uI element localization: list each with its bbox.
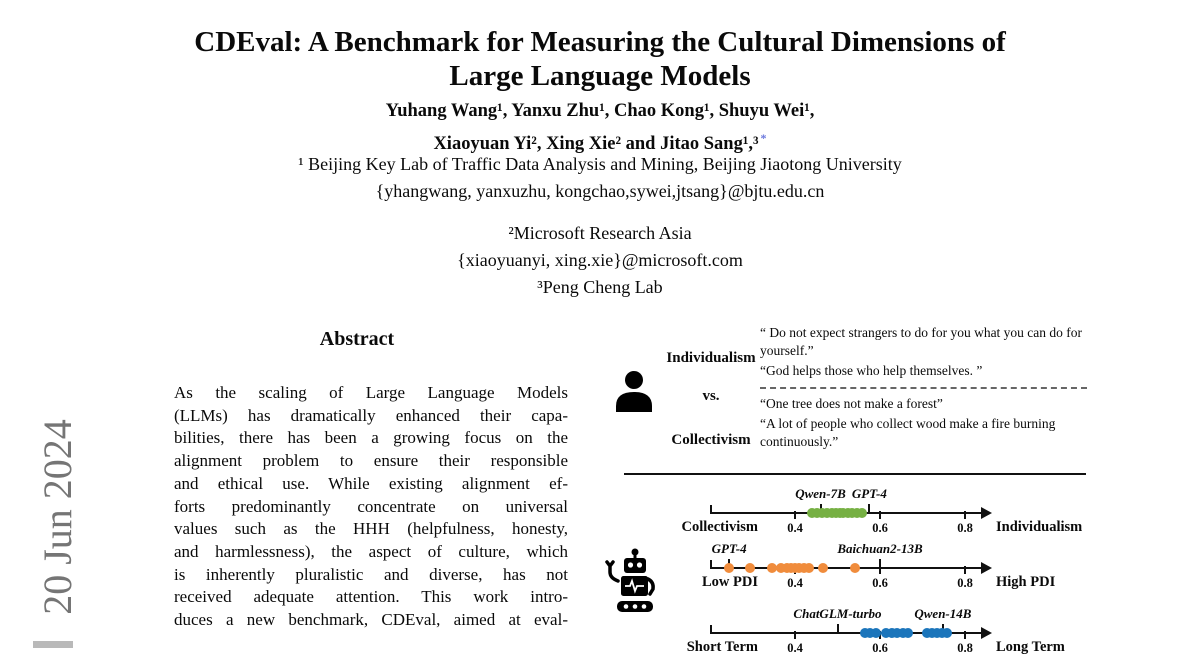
model-data-point — [822, 508, 832, 518]
model-data-point — [847, 508, 857, 518]
model-data-point — [942, 628, 952, 638]
arxiv-stamp-clipped-block — [33, 641, 73, 648]
model-data-point — [818, 563, 828, 573]
model-data-point — [932, 628, 942, 638]
axis-tick — [794, 631, 796, 639]
abstract-line: is inherently pluralistic and diverse, has not — [174, 564, 568, 584]
axis-tick — [879, 511, 881, 519]
model-data-point — [843, 508, 853, 518]
vs-label: vs. — [702, 388, 720, 404]
model-pointer-tick — [728, 559, 730, 568]
axis-start-tick — [710, 505, 712, 513]
model-name-label: Baichuan2-13B — [837, 541, 923, 556]
collectivism-quote-1: “One tree does not make a forest” — [760, 395, 943, 411]
model-data-point — [812, 508, 822, 518]
collectivism-quote-2: “A lot of people who collect wood make a fire burning continuously.” — [760, 416, 1056, 449]
paper-title — [0, 25, 1200, 93]
model-data-point — [799, 563, 809, 573]
model-data-point — [860, 628, 870, 638]
axis-tick-label: 0.6 — [872, 641, 888, 655]
axis-arrowhead-icon — [981, 562, 992, 574]
model-data-point — [865, 628, 875, 638]
abstract-line: values such as the HHH (helpfulness, honesty, — [174, 519, 568, 539]
corresponding-author-asterisk: * — [760, 131, 767, 145]
axis-tick-label: 0.8 — [957, 641, 973, 655]
dimension-label-individualism: Individualism — [666, 350, 756, 366]
abstract-line: and harmlessness), the aspect of culture, which — [174, 541, 568, 561]
model-data-point — [871, 628, 881, 638]
model-data-point — [831, 508, 841, 518]
email-group-2: {xiaoyuanyi, xing.xie}@microsoft.com — [457, 250, 743, 270]
scale-axis-line — [710, 632, 982, 634]
affiliation-2: ²Microsoft Research Asia — [508, 223, 692, 243]
model-data-point — [922, 628, 932, 638]
dimension-label-collectivism: Collectivism — [671, 432, 751, 448]
axis-start-tick — [710, 625, 712, 633]
abstract-heading: Abstract — [319, 328, 395, 350]
axis-tick-label: 0.6 — [872, 576, 888, 590]
scale-left-label: Short Term — [686, 639, 758, 655]
model-data-point — [782, 563, 792, 573]
model-name-label: ChatGLM-turbo — [793, 606, 882, 621]
model-data-point — [804, 563, 814, 573]
axis-tick-label: 0.4 — [787, 576, 803, 590]
axis-tick — [964, 631, 966, 639]
model-data-point — [850, 563, 860, 573]
abstract-line: forts predominantly concentrate on universal — [174, 496, 568, 516]
person-icon — [612, 370, 656, 419]
axis-tick-label: 0.8 — [957, 576, 973, 590]
author-list — [0, 98, 1200, 158]
scale-left-label: Low PDI — [702, 574, 758, 590]
arxiv-date-stamp: 20 Jun 2024 — [35, 419, 80, 615]
paper-title-line1: CDEval: A Benchmark for Measuring the Cultural Dimensions of — [194, 26, 1006, 58]
paper-title-line2: Large Language Models — [449, 60, 751, 92]
axis-tick — [964, 566, 966, 574]
model-data-point — [838, 508, 848, 518]
abstract-line: duces a new benchmark, CDEval, aimed at eval- — [174, 610, 568, 630]
model-data-point — [790, 563, 800, 573]
axis-tick — [879, 566, 881, 574]
scale-right-label: Long Term — [996, 639, 1065, 655]
model-data-point — [881, 628, 891, 638]
model-data-point — [724, 563, 734, 573]
axis-tick-label: 0.4 — [787, 521, 803, 535]
axis-start-tick — [710, 560, 712, 568]
individualism-quote-1: “ Do not expect strangers to do for you what you can do for yourself.” — [760, 325, 1083, 358]
scale-left-label: Collectivism — [681, 519, 758, 535]
axis-tick — [964, 511, 966, 519]
model-data-point — [937, 628, 947, 638]
abstract-line: bilities, there has been a growing focus on the — [174, 428, 568, 448]
abstract-text — [174, 382, 568, 632]
figure-separator-line — [624, 473, 1086, 475]
model-data-point — [827, 508, 837, 518]
model-data-point — [794, 563, 804, 573]
example-quotes — [760, 324, 1087, 453]
authors-line1: Yuhang Wang¹, Yanxu Zhu¹, Chao Kong¹, Shuyu Wei¹, — [385, 101, 815, 121]
scale-right-label: High PDI — [996, 574, 1056, 590]
email-group-1: {yhangwang, yanxuzhu, kongchao,sywei,jtsang}@bjtu.edu.cn — [375, 181, 825, 201]
model-data-point — [776, 563, 786, 573]
model-pointer-tick — [879, 559, 881, 568]
model-data-point — [786, 563, 796, 573]
scale-axis-line — [710, 512, 982, 514]
model-data-point — [807, 508, 817, 518]
model-data-point — [857, 508, 867, 518]
model-data-point — [892, 628, 902, 638]
axis-tick-label: 0.6 — [872, 521, 888, 535]
model-data-point — [835, 508, 845, 518]
model-data-point — [852, 508, 862, 518]
scale-axis-line — [710, 567, 982, 569]
abstract-line: and ethical use. While existing alignment ef- — [174, 473, 568, 493]
model-name-label: GPT-4 — [711, 541, 747, 556]
individualism-quote-2: “God helps those who help themselves. ” — [760, 363, 983, 378]
model-name-label: GPT-4 — [851, 486, 887, 501]
model-name-label: Qwen-14B — [914, 606, 972, 621]
model-data-point — [898, 628, 908, 638]
model-pointer-tick — [868, 504, 870, 513]
authors-line2: Xiaoyuan Yi², Xing Xie² and Jitao Sang¹,³ * — [433, 131, 767, 155]
abstract-line: received adequate attention. This work intro- — [174, 587, 568, 607]
model-data-point — [745, 563, 755, 573]
abstract-line: As the scaling of Large Language Models — [174, 383, 568, 402]
abstract-line: alignment problem to ensure their responsible — [174, 451, 568, 471]
axis-tick-label: 0.8 — [957, 521, 973, 535]
model-data-point — [903, 628, 913, 638]
model-data-point — [927, 628, 937, 638]
axis-tick — [794, 566, 796, 574]
model-name-label: Qwen-7B — [795, 486, 846, 501]
abstract-section — [146, 328, 568, 632]
model-data-point — [887, 628, 897, 638]
axis-tick — [879, 631, 881, 639]
affiliation-3: ³Peng Cheng Lab — [537, 277, 663, 297]
abstract-line: (LLMs) has dramatically enhanced their capa- — [174, 405, 568, 425]
model-data-point — [767, 563, 777, 573]
axis-tick — [794, 511, 796, 519]
model-pointer-tick — [837, 624, 839, 633]
model-data-point — [817, 508, 827, 518]
robot-icon — [604, 548, 662, 623]
figure-1 — [598, 322, 1086, 655]
scale-right-label: Individualism — [996, 519, 1083, 535]
axis-arrowhead-icon — [981, 507, 992, 519]
axis-tick-label: 0.4 — [787, 641, 803, 655]
model-pointer-tick — [942, 624, 944, 633]
quotes-dashed-divider — [760, 387, 1087, 389]
model-pointer-tick — [820, 504, 822, 513]
affiliation-1: ¹ Beijing Key Lab of Traffic Data Analysis and Mining, Beijing Jiaotong University — [298, 154, 902, 174]
axis-arrowhead-icon — [981, 627, 992, 639]
